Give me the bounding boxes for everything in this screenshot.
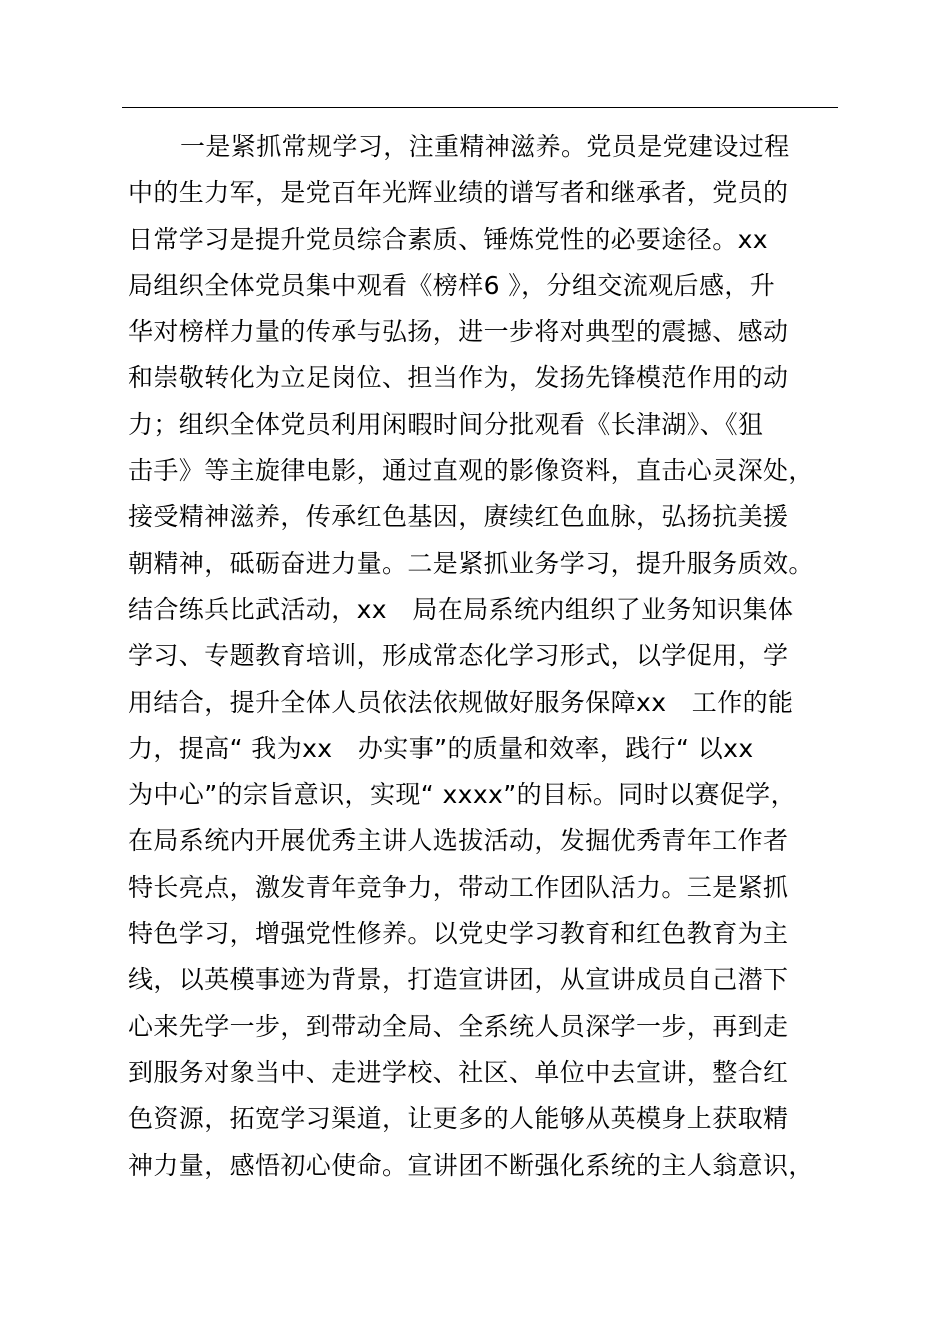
text-line-8: 击手》等主旋律电影，通过直观的影像资料，直击心灵深处， [128, 456, 814, 486]
text-line-4: 局组织全体党员集中观看《榜样6 》，分组交流观后感，升 [128, 270, 776, 300]
text-line-18: 特色学习，增强党性修养。以党史学习教育和红色教育为主 [128, 919, 789, 949]
text-line-1: 一是紧抓常规学习，注重精神滋养。党员是党建设过程 [180, 132, 790, 161]
body-paragraph [128, 124, 858, 1189]
text-line-9: 接受精神滋养，传承红色基因，赓续红色血脉，弘扬抗美援 [128, 502, 789, 532]
text-line-11: 结合练兵比武活动，xx 局在局系统内组织了业务知识集体 [128, 594, 794, 624]
header-rule [122, 107, 838, 108]
text-line-3: 日常学习是提升党员综合素质、锤炼党性的必要途径。xx [128, 224, 768, 254]
text-line-6: 和崇敬转化为立足岗位、担当作为，发扬先锋模范作用的动 [128, 363, 789, 393]
text-line-23: 神力量，感悟初心使命。宣讲团不断强化系统的主人翁意识， [128, 1150, 814, 1180]
text-line-2: 中的生力军，是党百年光辉业绩的谱写者和继承者，党员的 [128, 178, 789, 208]
text-line-15: 为中心”的宗旨意识，实现“ xxxx”的目标。同时以赛促学， [128, 780, 796, 810]
text-line-19: 线，以英模事迹为背景，打造宣讲团，从宣讲成员自己潜下 [128, 965, 789, 995]
text-line-14: 力，提高“ 我为xx 办实事”的质量和效率，践行“ 以xx [128, 733, 754, 763]
text-line-16: 在局系统内开展优秀主讲人选拔活动，发掘优秀青年工作者 [128, 826, 789, 856]
text-line-17: 特长亮点，激发青年竞争力，带动工作团队活力。三是紧抓 [128, 872, 789, 902]
text-line-5: 华对榜样力量的传承与弘扬，进一步将对典型的震撼、感动 [128, 317, 789, 347]
text-line-20: 心来先学一步，到带动全局、全系统人员深学一步，再到走 [128, 1011, 789, 1041]
text-line-21: 到服务对象当中、走进学校、社区、单位中去宣讲，整合红 [128, 1057, 789, 1087]
text-line-22: 色资源，拓宽学习渠道，让更多的人能够从英模身上获取精 [128, 1104, 789, 1134]
text-line-10: 朝精神，砥砺奋进力量。二是紧抓业务学习，提升服务质效。 [128, 548, 814, 578]
text-line-7: 力；组织全体党员利用闲暇时间分批观看《长津湖》、《狙 [128, 409, 764, 439]
text-line-13: 用结合，提升全体人员依法依规做好服务保障xx 工作的能 [128, 687, 794, 717]
text-line-12: 学习、专题教育培训，形成常态化学习形式，以学促用，学 [128, 641, 789, 671]
